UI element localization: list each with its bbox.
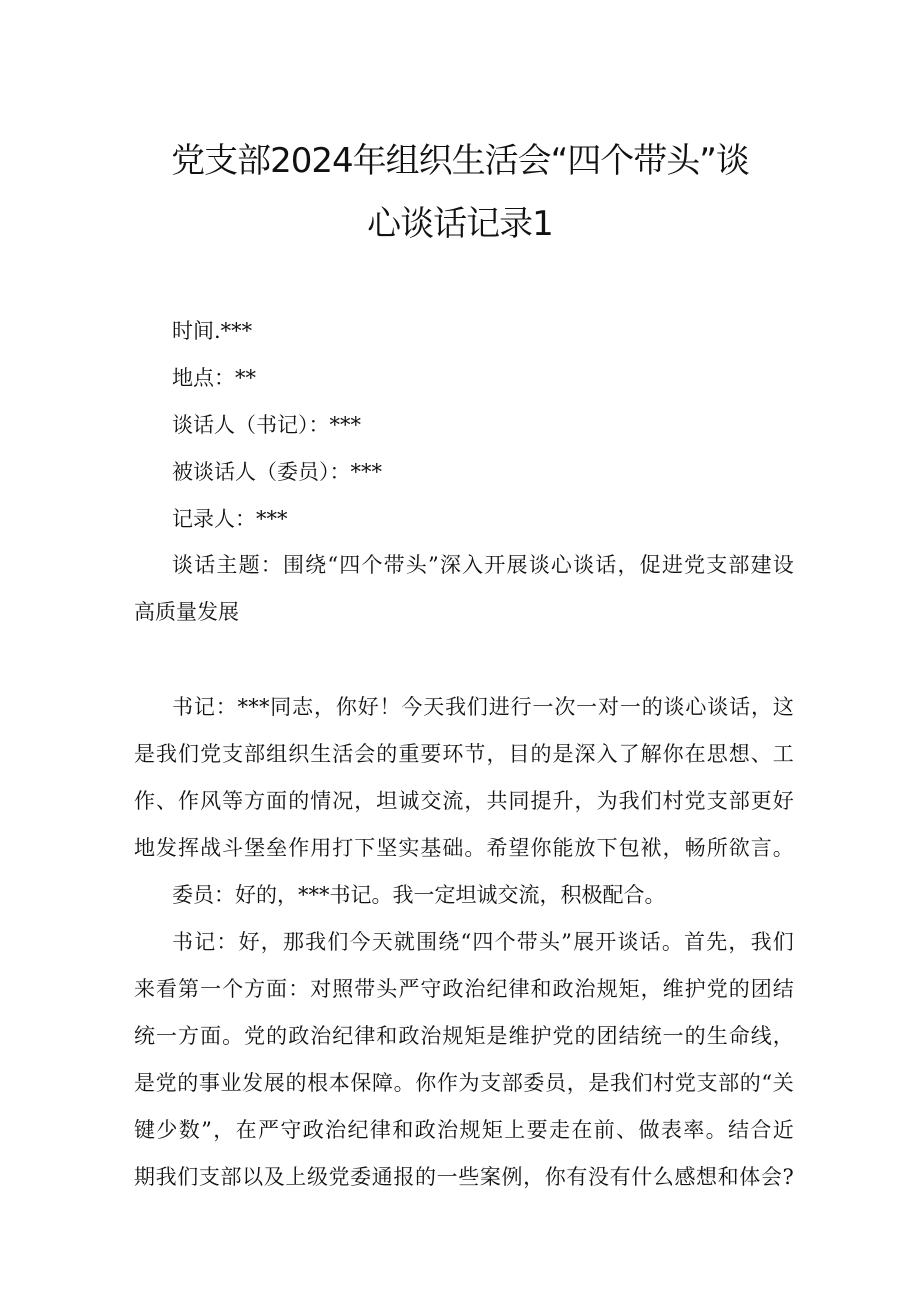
paragraph-line: 是我们党支部组织生活会的重要环节，目的是深入了解你在思想、工 — [134, 742, 794, 766]
paragraph-line: 地发挥战斗堡垒作用打下坚实基础。希望你能放下包袱，畅所欲言。 — [134, 836, 794, 860]
paragraph-line: 作、作风等方面的情况，坦诚交流，共同提升，为我们村党支部更好 — [134, 789, 794, 813]
meta-time: 时间.*** — [172, 319, 253, 343]
paragraph-line: 键少数”，在严守政治纪律和政治规矩上要走在前、做表率。结合近 — [134, 1118, 794, 1142]
paragraph-line: 书记：好，那我们今天就围绕“四个带头”展开谈话。首先，我们 — [172, 930, 794, 954]
meta-interviewer: 谈话人（书记）：*** — [172, 413, 361, 437]
meta-recorder: 记录人：*** — [172, 507, 288, 531]
paragraph-line: 统一方面。党的政治纪律和政治规矩是维护党的团结统一的生命线， — [134, 1024, 794, 1048]
paragraph-line: 委员：好的，***书记。我一定坦诚交流，积极配合。 — [172, 883, 666, 907]
meta-place: 地点：** — [172, 366, 256, 390]
paragraph-line: 来看第一个方面：对照带头严守政治纪律和政治规矩，维护党的团结 — [134, 977, 794, 1001]
meta-topic-line-1: 谈话主题：围绕“四个带头”深入开展谈心谈话，促进党支部建设 — [172, 553, 794, 577]
meta-interviewee: 被谈话人（委员）：*** — [172, 460, 382, 484]
paragraph-line: 是党的事业发展的根本保障。你作为支部委员，是我们村党支部的“关 — [134, 1071, 794, 1095]
document-title-line-2: 心谈话记录1 — [367, 204, 553, 244]
paragraph-line: 期我们支部以及上级党委通报的一些案例，你有没有什么感想和体会? — [134, 1165, 794, 1189]
paragraph-line: 书记：***同志，你好！今天我们进行一次一对一的谈心谈话，这 — [172, 695, 794, 719]
meta-topic-line-2: 高质量发展 — [134, 600, 239, 624]
document-title-line-1: 党支部2024年组织生活会“四个带头”谈 — [171, 141, 749, 181]
